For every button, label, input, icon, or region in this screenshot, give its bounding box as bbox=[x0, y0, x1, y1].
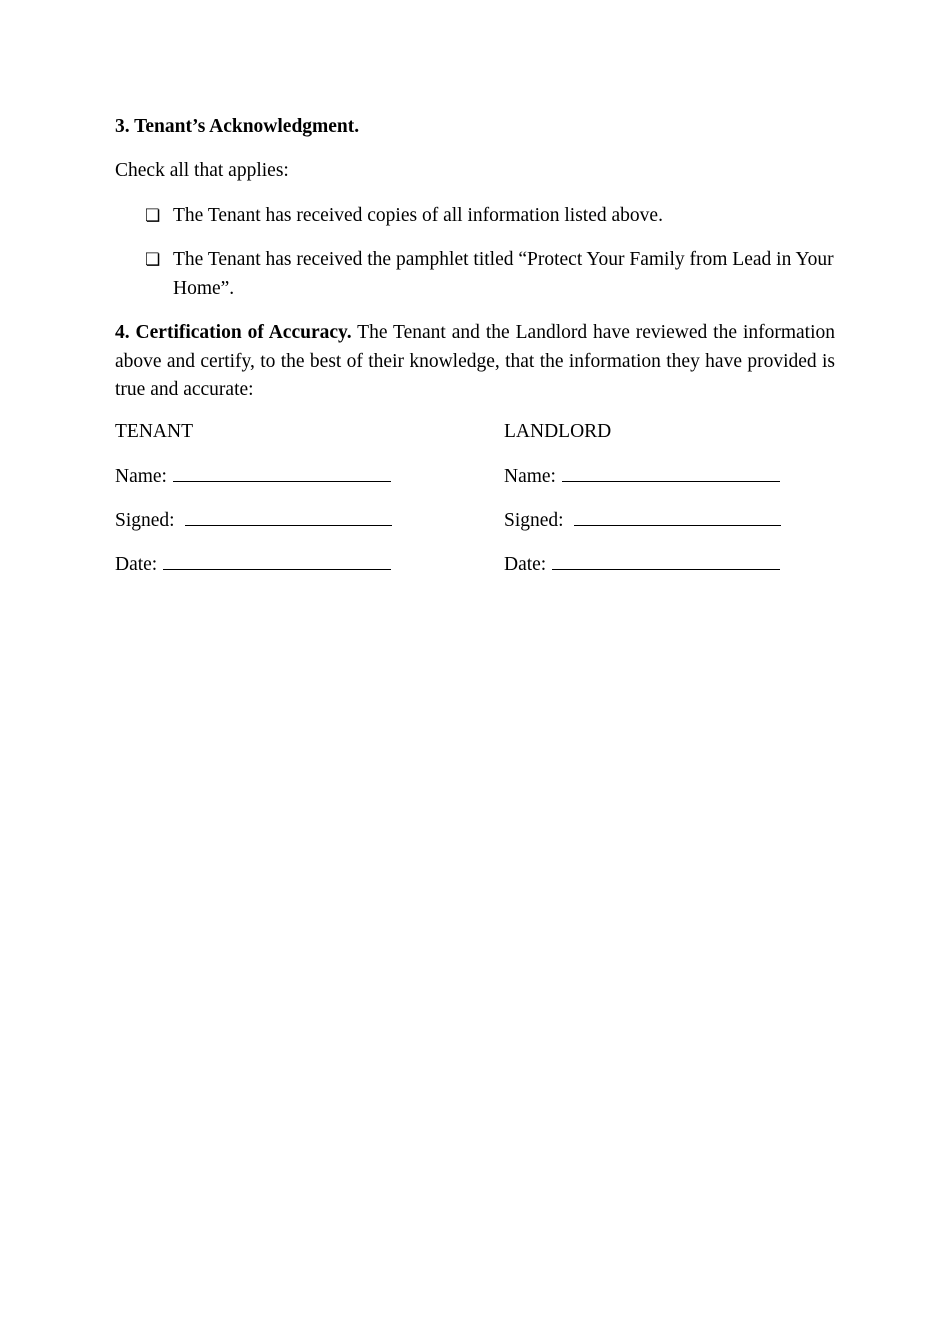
checkbox-label: The Tenant has received copies of all information listed above. bbox=[173, 205, 663, 226]
checkbox-icon[interactable]: ❏ bbox=[145, 206, 161, 226]
section-4-heading: 4. Certification of Accuracy. bbox=[115, 322, 352, 343]
tenant-date-row bbox=[115, 553, 391, 576]
check-instruction: Check all that applies: bbox=[115, 160, 289, 181]
section-3-heading: 3. Tenant’s Acknowledgment. bbox=[115, 116, 360, 137]
tenant-signed-row bbox=[115, 509, 392, 532]
tenant-name-row bbox=[115, 465, 391, 488]
tenant-name-label: Name: bbox=[115, 466, 167, 487]
section-4-body: The Tenant and the Landlord have reviewed the information above and certify, to the best of their knowledge, that the information they have provided is true and accurate: bbox=[115, 322, 836, 400]
tenant-title: TENANT bbox=[115, 421, 193, 442]
tenant-name-field[interactable] bbox=[173, 465, 391, 482]
landlord-name-row bbox=[504, 465, 780, 488]
tenant-date-label: Date: bbox=[115, 554, 158, 575]
tenant-date-field[interactable] bbox=[163, 553, 391, 570]
landlord-signature-field[interactable] bbox=[574, 509, 781, 526]
tenant-signature-field[interactable] bbox=[185, 509, 392, 526]
section-4-certification bbox=[115, 319, 835, 405]
landlord-name-label: Name: bbox=[504, 466, 556, 487]
checkbox-label: The Tenant has received the pamphlet titled “Protect Your Family from Lead in Your Home”. bbox=[173, 249, 834, 299]
landlord-name-field[interactable] bbox=[562, 465, 780, 482]
checkbox-item-received-pamphlet[interactable] bbox=[145, 246, 835, 303]
landlord-title: LANDLORD bbox=[504, 421, 612, 442]
landlord-date-label: Date: bbox=[504, 554, 547, 575]
checkbox-item-received-copies[interactable] bbox=[145, 202, 835, 231]
landlord-signed-label: Signed: bbox=[504, 510, 564, 531]
landlord-date-row bbox=[504, 553, 780, 576]
tenant-signed-label: Signed: bbox=[115, 510, 175, 531]
checkbox-icon[interactable]: ❏ bbox=[145, 250, 161, 270]
landlord-date-field[interactable] bbox=[552, 553, 780, 570]
landlord-signed-row bbox=[504, 509, 781, 532]
